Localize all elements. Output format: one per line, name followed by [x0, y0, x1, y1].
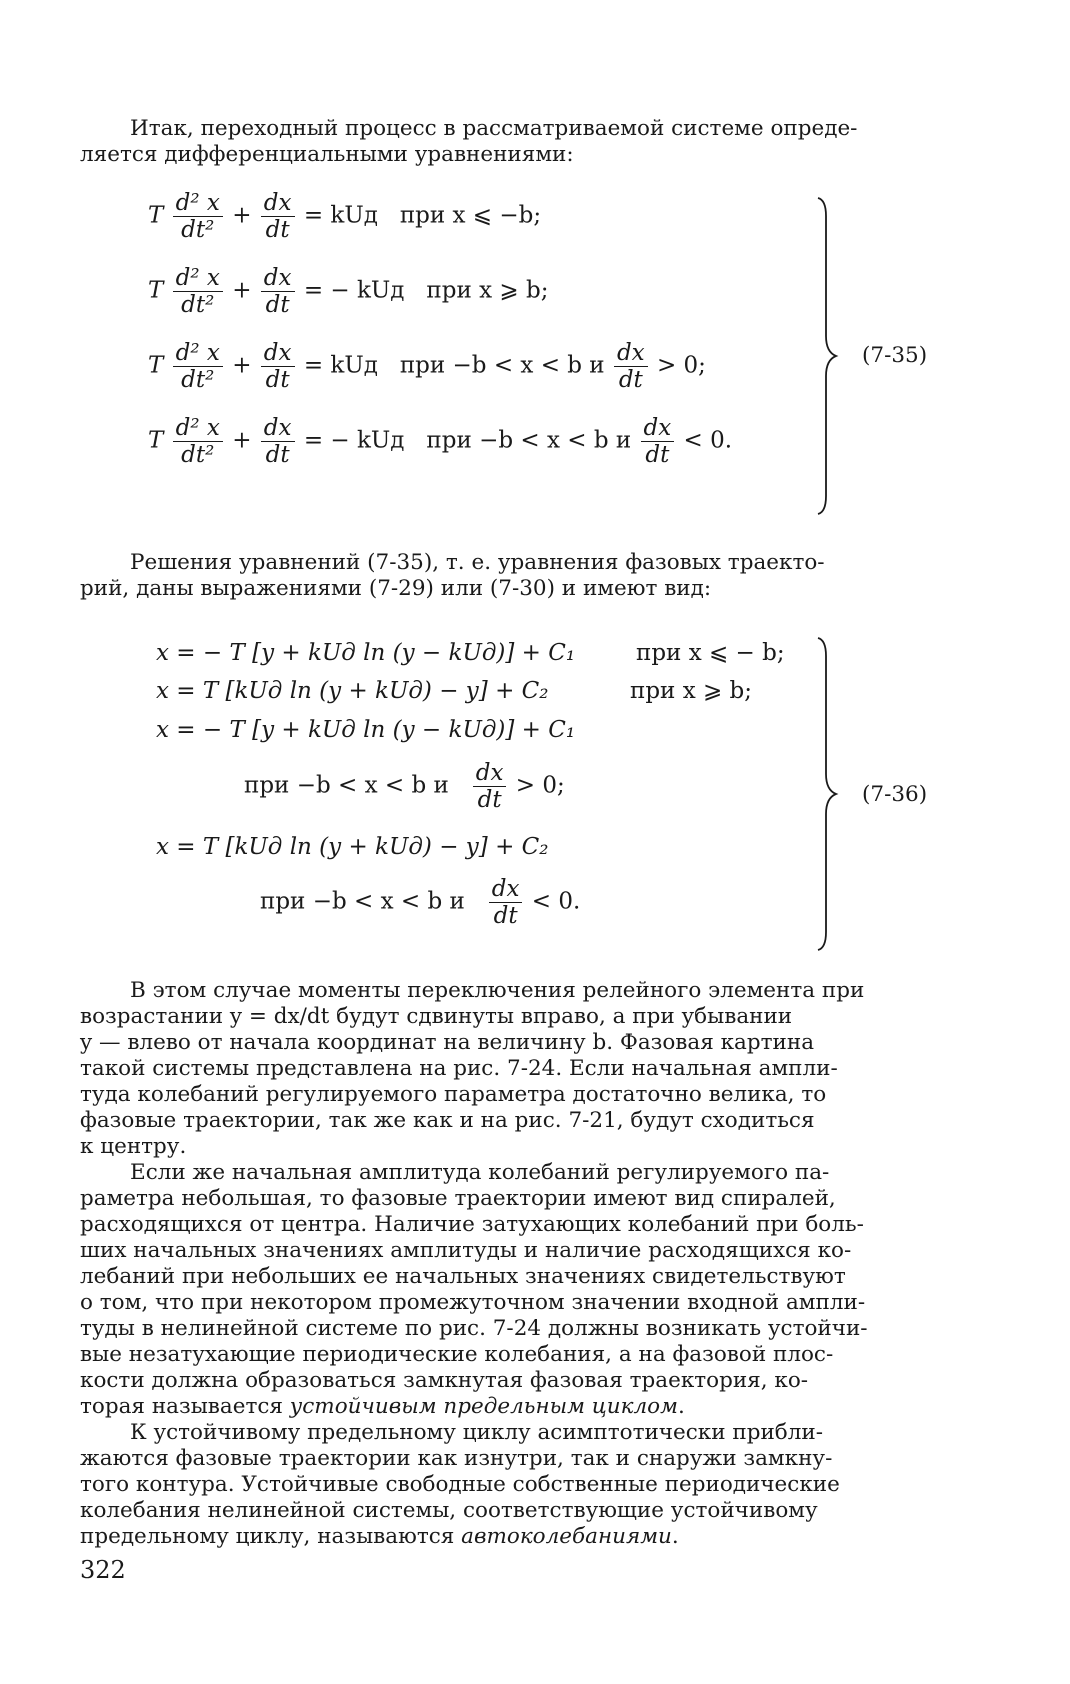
- equation-7-36-line-5: x = T [kUд ln (y + kUд) − y] + C₂: [156, 834, 549, 860]
- intro-paragraph: [80, 116, 940, 168]
- p3-line: колебания нелинейной системы, соответствующие устойчивому: [80, 1498, 818, 1523]
- equation-7-36-line-2: x = T [kUд ln (y + kUд) − y] + C₂: [156, 678, 549, 704]
- equation-7-36-line-6: при −b < x < b и $\frac{dx}{dt}$ < 0.: [260, 876, 581, 929]
- p2-line: вые незатухающие периодические колебания, а на фазовой плос-: [80, 1342, 834, 1367]
- p1-line: к центру.: [80, 1134, 187, 1159]
- term-self-oscillations: автоколебаниями: [461, 1524, 672, 1549]
- p2-line: расходящихся от центра. Наличие затухающих колебаний при боль-: [80, 1212, 864, 1237]
- equation-7-36-line-3: x = − T [y + kUд ln (y − kUд)] + C₁: [156, 717, 576, 743]
- p2-last-line: торая называется устойчивым предельным циклом.: [80, 1394, 685, 1419]
- intro-line-1: Итак, переходный процесс в рассматриваемой системе опреде-: [130, 116, 858, 141]
- brace-7-36: [816, 636, 846, 952]
- p2-line: туды в нелинейной системе по рис. 7-24 должны возникать устойчи-: [80, 1316, 868, 1341]
- p2-line: кости должна образоваться замкнутая фазовая траектория, ко-: [80, 1368, 809, 1393]
- term-stable-limit-cycle: устойчивым предельным циклом: [289, 1394, 678, 1419]
- middle-paragraph: [80, 550, 940, 602]
- equation-7-35-row-2: T $\frac{\text{d² x}}{\text{dt²}}$ + $\frac{dx}{dt}$ = − kUд при x ⩾ b;: [148, 265, 549, 318]
- p3-line: жаются фазовые траектории как изнутри, так и снаружи замкну-: [80, 1446, 833, 1471]
- p2-line: о том, что при некотором промежуточном значении входной ампли-: [80, 1290, 866, 1315]
- equation-7-35-row-4: T $\frac{\text{d² x}}{\text{dt²}}$ + $\frac{dx}{dt}$ = − kUд при −b < x < b и $\frac{dx}{dt}$ < 0.: [148, 415, 733, 468]
- page-number: 322: [80, 1556, 126, 1584]
- intro-line-2: ляется дифференциальными уравнениями:: [80, 142, 574, 167]
- p1-line: y — влево от начала координат на величину b. Фазовая картина: [80, 1030, 815, 1055]
- brace-7-35: [816, 196, 846, 516]
- paragraph-1: [80, 978, 940, 1160]
- p3-line: К устойчивому предельному циклу асимптотически прибли-: [130, 1420, 823, 1445]
- equation-7-35-row-1: T $\frac{\text{d² x}}{\text{dt²}}$ + $\frac{dx}{dt}$ = kUд при x ⩽ −b;: [148, 190, 542, 243]
- middle-line-2: рий, даны выражениями (7-29) или (7-30) и имеют вид:: [80, 576, 712, 601]
- p1-line: фазовые траектории, так же как и на рис. 7-21, будут сходиться: [80, 1108, 815, 1133]
- equation-7-36-cond-2: при x ⩾ b;: [630, 678, 753, 704]
- equation-7-35-row-3: T $\frac{\text{d² x}}{\text{dt²}}$ + $\frac{dx}{dt}$ = kUд при −b < x < b и $\frac{dx}{dt}$ > 0;: [148, 340, 706, 393]
- p1-line: такой системы представлена на рис. 7-24. Если начальная ампли-: [80, 1056, 838, 1081]
- p2-line: ших начальных значениях амплитуды и наличие расходящихся ко-: [80, 1238, 852, 1263]
- paragraph-2: [80, 1160, 940, 1420]
- equation-number-7-36: (7-36): [862, 782, 928, 807]
- p1-line: В этом случае моменты переключения релейного элемента при: [130, 978, 865, 1003]
- paragraph-3: [80, 1420, 940, 1550]
- p3-line: того контура. Устойчивые свободные собственные периодические: [80, 1472, 840, 1497]
- p1-line: возрастании y = dx/dt будут сдвинуты вправо, а при убывании: [80, 1004, 793, 1029]
- equation-7-36-cond-1: при x ⩽ − b;: [636, 640, 785, 666]
- equation-7-36-line-1: x = − T [y + kUд ln (y − kUд)] + C₁: [156, 640, 576, 666]
- middle-line-1: Решения уравнений (7-35), т. е. уравнения фазовых траекто-: [130, 550, 825, 575]
- p1-line: туда колебаний регулируемого параметра достаточно велика, то: [80, 1082, 827, 1107]
- p2-line: раметра небольшая, то фазовые траектории имеют вид спиралей,: [80, 1186, 836, 1211]
- equation-number-7-35: (7-35): [862, 343, 928, 368]
- p3-last-line: предельному циклу, называются автоколебаниями.: [80, 1524, 679, 1549]
- equation-7-36-line-4: при −b < x < b и $\frac{dx}{dt}$ > 0;: [244, 760, 565, 813]
- p2-line: Если же начальная амплитуда колебаний регулируемого па-: [130, 1160, 830, 1185]
- p2-line: лебаний при небольших ее начальных значениях свидетельствуют: [80, 1264, 846, 1289]
